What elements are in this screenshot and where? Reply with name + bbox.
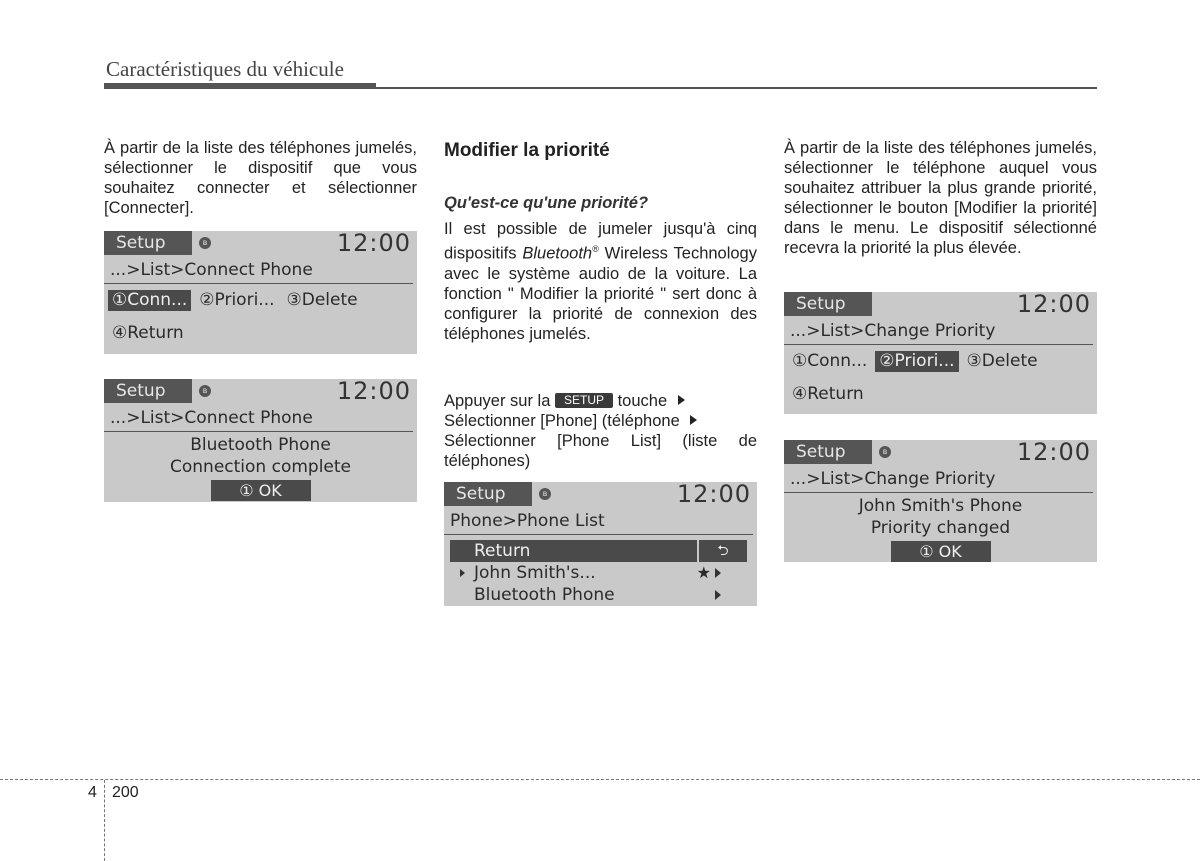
col2-paragraph-2: Appuyer sur la SETUP touche Sélectionner [Phone] (téléphone Sélectionner [Phone List] (liste de téléphones) xyxy=(444,392,757,470)
header-rule-thick xyxy=(104,83,376,89)
arrow-right-icon xyxy=(678,395,685,405)
screen-clock: 12:00 xyxy=(336,379,411,405)
list-item-john-smith[interactable]: John Smith's... ★ xyxy=(450,562,751,584)
footer-dashed-divider xyxy=(104,780,105,861)
screen-path: ...>List>Change Priority xyxy=(784,318,1093,345)
screen-path: ...>List>Change Priority xyxy=(784,466,1093,493)
screen-tab: Setup xyxy=(784,440,872,464)
bluetooth-icon: ʙ xyxy=(199,385,211,397)
screen-clock: 12:00 xyxy=(1016,440,1091,466)
header-rule-thin xyxy=(376,87,1097,89)
screen-tab: Setup xyxy=(104,231,192,255)
arrow-right-icon xyxy=(715,568,721,578)
ok-button[interactable]: ① OK xyxy=(211,480,311,501)
option-connect[interactable]: ①Conn... xyxy=(792,351,868,371)
screen-connect-phone-menu xyxy=(104,231,417,354)
screen-tab: Setup xyxy=(104,379,192,403)
col1-paragraph: À partir de la liste des téléphones jumelés, sélectionner le dispositif que vous souhaitez connecter et sélectionner [Connecter]. xyxy=(104,139,417,217)
setup-key-icon: SETUP xyxy=(555,393,613,408)
page-number: 200 xyxy=(112,784,139,801)
screen-path: ...>List>Connect Phone xyxy=(104,405,413,432)
option-connect[interactable]: ①Conn... xyxy=(108,290,191,311)
screen-path: Phone>Phone List xyxy=(444,508,753,535)
screen-phone-list xyxy=(444,482,757,606)
option-priority[interactable]: ②Priori... xyxy=(199,290,275,310)
screen-message-line1: Bluetooth Phone xyxy=(190,435,331,455)
bluetooth-icon: ʙ xyxy=(199,237,211,249)
option-delete[interactable]: ③Delete xyxy=(966,351,1038,371)
arrow-right-icon xyxy=(715,590,721,600)
footer-dashed-rule xyxy=(0,779,1200,780)
screen-tab: Setup xyxy=(444,482,532,506)
col2-paragraph-1: Il est possible de jumeler jusqu'à cinq dispositifs Bluetooth® Wireless Technology avec le système audio de la voiture. La fonction " Modifier la priorité " sert donc à configurer la priorité de connexion des téléphones jumelés. xyxy=(444,220,757,343)
screen-clock: 12:00 xyxy=(1016,292,1091,318)
star-icon: ★ xyxy=(696,563,711,582)
running-header: Caractéristiques du véhicule xyxy=(106,57,344,81)
list-item-bluetooth-phone[interactable]: Bluetooth Phone xyxy=(450,584,751,606)
screen-path: ...>List>Connect Phone xyxy=(104,257,413,284)
screen-message-line1: John Smith's Phone xyxy=(858,496,1023,516)
arrow-right-icon xyxy=(690,415,697,425)
back-icon[interactable]: ⮌ xyxy=(699,540,747,562)
list-item-return[interactable]: Return xyxy=(450,540,697,562)
screen-clock: 12:00 xyxy=(676,482,751,508)
col3-paragraph: À partir de la liste des téléphones jumelés, sélectionner le téléphone auquel vous souhaitez attribuer la plus grande priorité, sélectionner le bouton [Modifier la priorité] dans le menu. Le dispositif sélectionné recevra la priorité la plus élevée. xyxy=(784,139,1097,257)
option-priority[interactable]: ②Priori... xyxy=(875,351,958,372)
screen-message-line2: Priority changed xyxy=(870,518,1011,538)
ok-button[interactable]: ① OK xyxy=(891,541,991,562)
chapter-number: 4 xyxy=(88,784,97,801)
bluetooth-icon: ʙ xyxy=(879,446,891,458)
section-subtitle: Qu'est-ce qu'une priorité? xyxy=(444,194,649,212)
bluetooth-icon: ʙ xyxy=(539,488,551,500)
screen-message-line2: Connection complete xyxy=(170,457,351,477)
arrow-right-icon xyxy=(460,569,465,577)
screen-change-priority-menu xyxy=(784,292,1097,414)
screen-tab: Setup xyxy=(784,292,872,316)
option-delete[interactable]: ③Delete xyxy=(286,290,358,310)
screen-priority-changed xyxy=(784,440,1097,562)
option-return[interactable]: ④Return xyxy=(792,384,864,404)
section-title: Modifier la priorité xyxy=(444,140,610,161)
screen-clock: 12:00 xyxy=(336,231,411,257)
option-return[interactable]: ④Return xyxy=(112,323,184,343)
screen-connection-complete xyxy=(104,379,417,502)
